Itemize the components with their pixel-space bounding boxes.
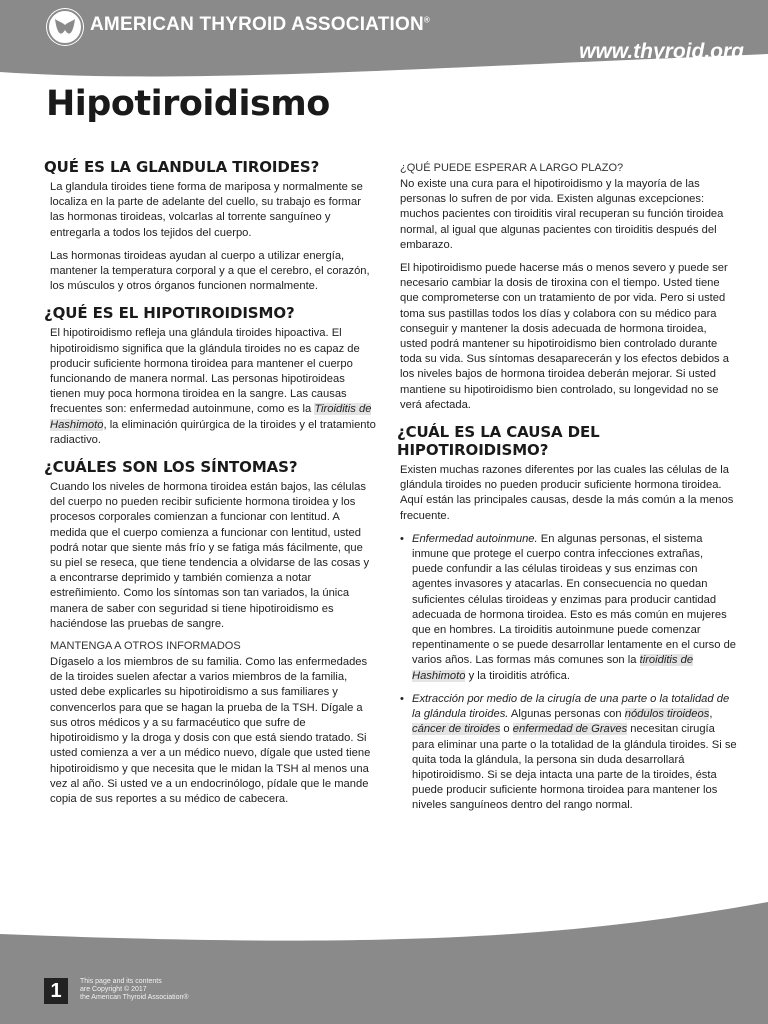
link-cancer-tiroides[interactable]: cáncer de tiroides bbox=[412, 723, 501, 736]
heading-que-es-hipotiroidismo: ¿QUÉ ES EL HIPOTIROIDISMO? bbox=[44, 304, 295, 323]
link-tiroiditis-hashimoto-2[interactable]: tiroiditis de Hashimoto bbox=[412, 654, 694, 682]
paragraph: Cuando los niveles de hormona tiroidea están bajos, las células del cuerpo no pueden recibir suficiente hormona tiroidea y los procesos corporales comienzan a funcionar con lentitud. A medida que el cuerpo comienza a funcionar con lentitud, usted podrá notar que siente más frío y se fatiga más fácilmente, que su piel se reseca, que tiene tendencia a olvidarse de las cosas y a encontrarse deprimido y también comienza a notar estreñimiento. Como los síntomas son tan variados, la única manera de saber con seguridad si tiene hipotiroidismo es haciéndose las pruebas de sangre. bbox=[50, 481, 370, 630]
paragraph: El hipotiroidismo puede hacerse más o menos severo y puede ser necesario cambiar la dosis de tiroxina con el tiempo. Usted tiene que comprometerse con un tratamiento de por vida. Pero si usted toma sus pastillas todos los días y colabora con su médico para conseguir y mantener la dosis adecuada de hormona tiroidea, usted podrá mantener su hipotiroidismo bien controlado durante toda su vida. Sus síntomas desaparecerán y los efectos debidos a los niveles bajos de hormona tiroidea deberán mejorar. Si usted mantiene su hipotiroidismo bien controlado, su longevidad no se verá afectada. bbox=[400, 262, 729, 411]
paragraph: La glandula tiroides tiene forma de mariposa y normalmente se localiza en la parte de adelante del cuello, su trabajo es formar las hormonas tiroideas, volcarlas al torrente sanguíneo y entregarla a todos los tejidos del cuerpo. bbox=[50, 181, 363, 239]
heading-que-es-glandula: QUÉ ES LA GLANDULA TIROIDES? bbox=[44, 158, 320, 176]
paragraph: No existe una cura para el hipotiroidismo y la mayoría de las personas lo sufren de por vida. Existen algunas excepciones: muchos pacientes con tiroiditis viral recuperan su función tiroidea normal, al igual que algunas pacientes con tiroiditis después del embarazo. bbox=[400, 178, 724, 251]
right-column bbox=[397, 162, 737, 822]
link-nodulos-tiroideos[interactable]: nódulos tiroideos bbox=[624, 708, 710, 721]
page-title: Hipotiroidismo bbox=[46, 84, 330, 124]
link-enfermedad-graves[interactable]: enfermedad de Graves bbox=[512, 723, 628, 736]
list-item: • Enfermedad autoinmune. En algunas personas, el sistema inmune que protege el cuerpo contra infecciones extrañas, puede confundir a las células tiroideas y sus enzimas con agentes invasores y atacarlas. En consecuencia no quedan suficientes células tiroideas y enzimas para producir cantidad adecuada de hormona tiroidea. Esto es más común en mujeres que en hombres. La tiroiditis autoinmune puede comenzar repentinamente o se puede desarrollar lentamente en el curso de varios años. Las formas más comunes son la tiroiditis de Hashimoto y la tiroiditis atrófica. bbox=[400, 532, 737, 684]
page-number: 1 bbox=[44, 978, 68, 1004]
org-name: AMERICAN THYROID ASSOCIATION® bbox=[90, 14, 430, 35]
website-link[interactable]: www.thyroid.org bbox=[579, 40, 744, 63]
heading-causa: ¿CUÁL ES LA CAUSA DEL HIPOTIROIDISMO? bbox=[397, 423, 600, 460]
heading-sintomas: ¿CUÁLES SON LOS SÍNTOMAS? bbox=[44, 458, 298, 477]
copyright-notice: This page and its contents are Copyright © 2017 the American Thyroid Association® bbox=[80, 978, 189, 1001]
registered-mark: ® bbox=[423, 15, 430, 25]
link-tiroiditis-hashimoto[interactable]: Tiroiditis de Hashimoto bbox=[50, 403, 372, 431]
list-item: • Extracción por medio de la cirugía de una parte o la totalidad de la glándula tiroides. Algunas personas con nódulos tiroideos, cáncer de tiroides o enfermedad de Graves necesitan cirugía para eliminar una parte o la totalidad de la glándula tiroides. Si se quita toda la glándula, la persona sin duda desarrollará hipotiroidismo. Si se deja intacta una parte de la tiroides, ésta puede producir suficiente hormona tiroidea para mantener los niveles sanguíneos dentro del rango normal. bbox=[400, 692, 737, 814]
paragraph: El hipotiroidismo refleja una glándula tiroides hipoactiva. El hipotiroidismo significa que la glándula tiroides no es capaz de producir suficiente hormona tiroidea para mantener el cuerpo funcionando de manera normal. Las personas hipotiroideas tienen muy poca hormona tiroidea en la sangre. Las causas frecuentes son: enfermedad autoinmune, como es la Tiroiditis de Hashimoto, la eliminación quirúrgica de la tiroides y el tratamiento radiactivo. bbox=[50, 327, 376, 446]
subheading-largo-plazo: ¿QUÉ PUEDE ESPERAR A LARGO PLAZO? bbox=[400, 162, 624, 174]
paragraph: Dígaselo a los miembros de su familia. Como las enfermedades de la tiroides suelen afectar a varios miembros de la familia, usted debe explicarles su hipotiroidismo a sus familiares y convencerlos para que se hagan la prueba de la TSH. Dígale a sus otros médicos y a su farmacéutico que sufre de hipotiroidismo y la droga y dosis con que está siendo tratado. Si usted comienza a ver a un médico nuevo, dígale que usted tiene hipotiroidismo y que necesita que le midan la TSH al menos una vez al año. Si usted ve a un endocrinólogo, pídale que le mande copia de sus reportes a su médico de cabecera. bbox=[50, 656, 371, 805]
left-column bbox=[44, 158, 376, 815]
causes-list bbox=[397, 532, 737, 814]
ata-logo-icon bbox=[46, 8, 84, 46]
paragraph: Existen muchas razones diferentes por las cuales las células de la glándula tiroides no pueden producir suficiente hormona tiroidea. Aquí están las principales causas, desde la más común a la menos frecuente. bbox=[400, 464, 734, 522]
subheading-mantenga-informados: MANTENGA A OTROS INFORMADOS bbox=[50, 640, 241, 653]
paragraph: Las hormonas tiroideas ayudan al cuerpo a utilizar energía, mantener la temperatura corporal y a que el cerebro, el corazón, los músculos y otros órganos funcionen normalmente. bbox=[50, 249, 370, 293]
